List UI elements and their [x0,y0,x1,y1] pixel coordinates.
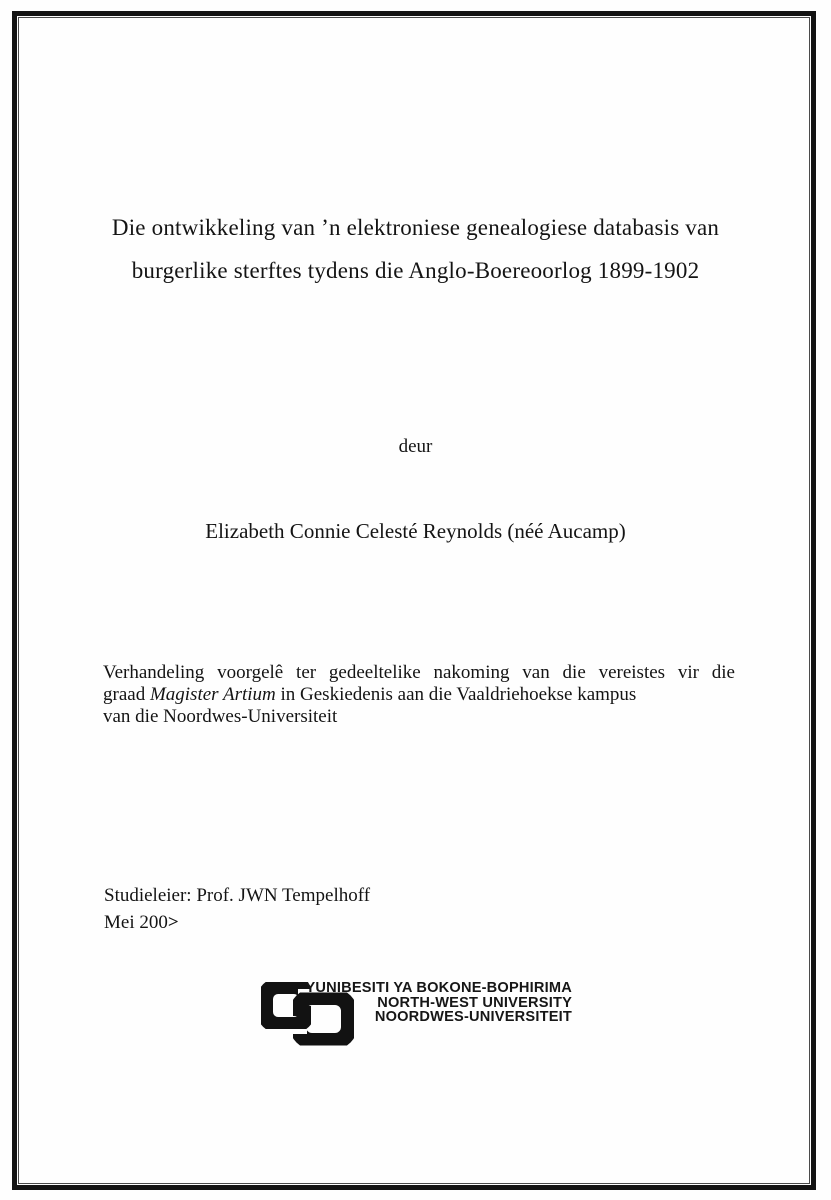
date-line [104,911,179,935]
submission-line1: Verhandeling voorgelê ter gedeeltelike nakoming van die vereistes vir die [103,662,735,683]
thesis-title-line2: burgerlike sterftes tydens die Anglo-Boereoorlog 1899-1902 [131,258,700,283]
seven-glyph: > [167,912,179,933]
logo-line-afrikaans: NOORDWES-UNIVERSITEIT [374,1009,572,1025]
logo-line-english: NORTH-WEST UNIVERSITY [377,994,572,1011]
submission-line2-pre: graad [103,684,150,705]
thesis-title [0,206,831,292]
logo-line-setswana: YUNIBESITI YA BOKONE-BOPHIRIMA [305,980,572,996]
submission-line2 [103,684,735,706]
submission-line2-post: in Geskiedenis aan die Vaaldriehoekse kampus [275,684,637,705]
submission-statement [103,662,735,728]
submission-line3: van die Noordwes-Universiteit [103,706,338,727]
date-prefix: Mei 200 [104,912,168,933]
degree-name-italic: Magister Artium [149,684,276,705]
author-name: Elizabeth Connie Celesté Reynolds (néé Aucamp) [205,519,626,543]
supervisor-line: Studieleier: Prof. JWN Tempelhoff [104,885,371,906]
thesis-title-line1: Die ontwikkeling van ’n elektroniese genealogiese databasis van [111,215,720,240]
nwu-logo-wordmark [305,981,572,1025]
nwu-logo [255,974,585,1056]
byline-deur: deur [398,436,433,457]
